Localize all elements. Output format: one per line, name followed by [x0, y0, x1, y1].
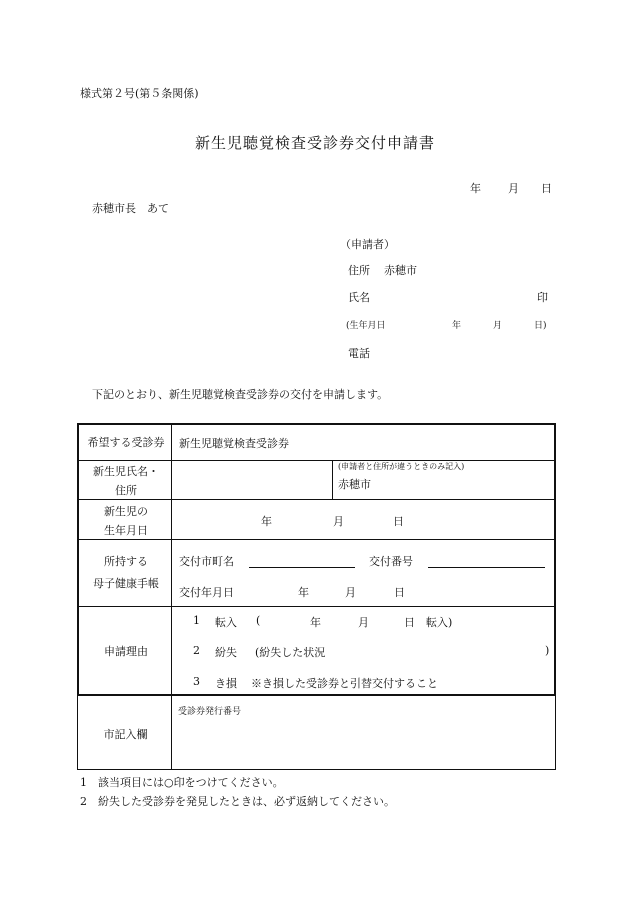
newborn-birthdate-label: 新生児の 生年月日: [104, 505, 148, 537]
seal-mark: 印: [537, 291, 548, 304]
applicant-birth-day: 日): [534, 321, 547, 331]
desired-voucher-label: 希望する受診券: [87, 436, 165, 449]
handbook-label: 所持する 母子健康手帳: [93, 555, 159, 590]
applicant-birth-year: 年: [452, 321, 462, 331]
applicant-phone-label: 電話: [348, 347, 370, 360]
applicant-address-value: 赤穂市: [384, 264, 417, 277]
date-month-label: 月: [508, 182, 519, 195]
form-title: 新生児聴覚検査受診券交付申請書: [194, 134, 435, 152]
form-number: 様式第２号(第５条関係): [80, 87, 199, 100]
reason2-text: 紛失: [215, 646, 237, 659]
reason3-detail: ※き損した受診券と引替交付すること: [251, 677, 438, 690]
newborn-address-value: 赤穂市: [338, 478, 371, 491]
issue-year: 年: [298, 586, 309, 599]
issuing-city-line: [249, 567, 355, 568]
reason1-day-end: 日 転入): [404, 616, 453, 629]
newborn-birth-day: 日: [393, 515, 404, 528]
newborn-name-label: 新生児氏名・ 住所: [93, 465, 159, 497]
date-day-label: 日: [541, 182, 552, 195]
addressee: 赤穂市長 あて: [92, 202, 169, 215]
newborn-birth-year: 年: [261, 515, 272, 528]
reason2-number: 2: [193, 644, 200, 657]
reason1-month: 月: [358, 616, 369, 629]
reason3-text: き損: [215, 677, 237, 690]
reason1-text: 転入: [215, 616, 237, 629]
address-note: (申請者と住所が違うときのみ記入): [338, 462, 465, 471]
voucher-number-label: 受診券発行番号: [178, 707, 242, 717]
row-divider: [79, 460, 554, 461]
reason2-detail: (紛失した状況: [255, 646, 326, 659]
issue-number-label: 交付番号: [369, 555, 413, 568]
reason1-open: (: [256, 614, 261, 627]
issue-month: 月: [345, 586, 356, 599]
note-1: 1 該当項目には○印をつけてください。: [80, 776, 284, 789]
statement: 下記のとおり、新生児聴覚検査受診券の交付を申請します。: [92, 388, 389, 401]
reason1-number: 1: [193, 614, 200, 627]
applicant-address-label: 住所: [348, 264, 370, 277]
reason-label: 申請理由: [104, 645, 148, 658]
issue-day: 日: [394, 586, 405, 599]
issuing-city-label: 交付市町名: [179, 555, 234, 568]
date-year-label: 年: [470, 182, 481, 195]
address-divider: [332, 460, 333, 499]
applicant-birth-month: 月: [493, 321, 503, 331]
reason2-close: ): [545, 644, 550, 657]
reason1-year: 年: [310, 616, 321, 629]
note-2: 2 紛失した受診券を発見したときは、必ず返納してください。: [80, 795, 395, 808]
row-divider: [79, 606, 554, 607]
city-use-table: [77, 696, 556, 770]
city-use-label: 市記入欄: [103, 728, 148, 741]
application-table: [77, 423, 556, 696]
desired-voucher-value: 新生児聴覚検査受診券: [179, 437, 289, 450]
reason3-number: 3: [193, 675, 200, 688]
issue-date-label: 交付年月日: [179, 586, 234, 599]
applicant-name-label: 氏名: [348, 291, 370, 304]
newborn-birth-month: 月: [333, 515, 344, 528]
applicant-birth-label: (生年月日: [346, 321, 386, 331]
issue-number-line: [428, 567, 545, 568]
applicant-label: （申請者）: [340, 238, 395, 251]
